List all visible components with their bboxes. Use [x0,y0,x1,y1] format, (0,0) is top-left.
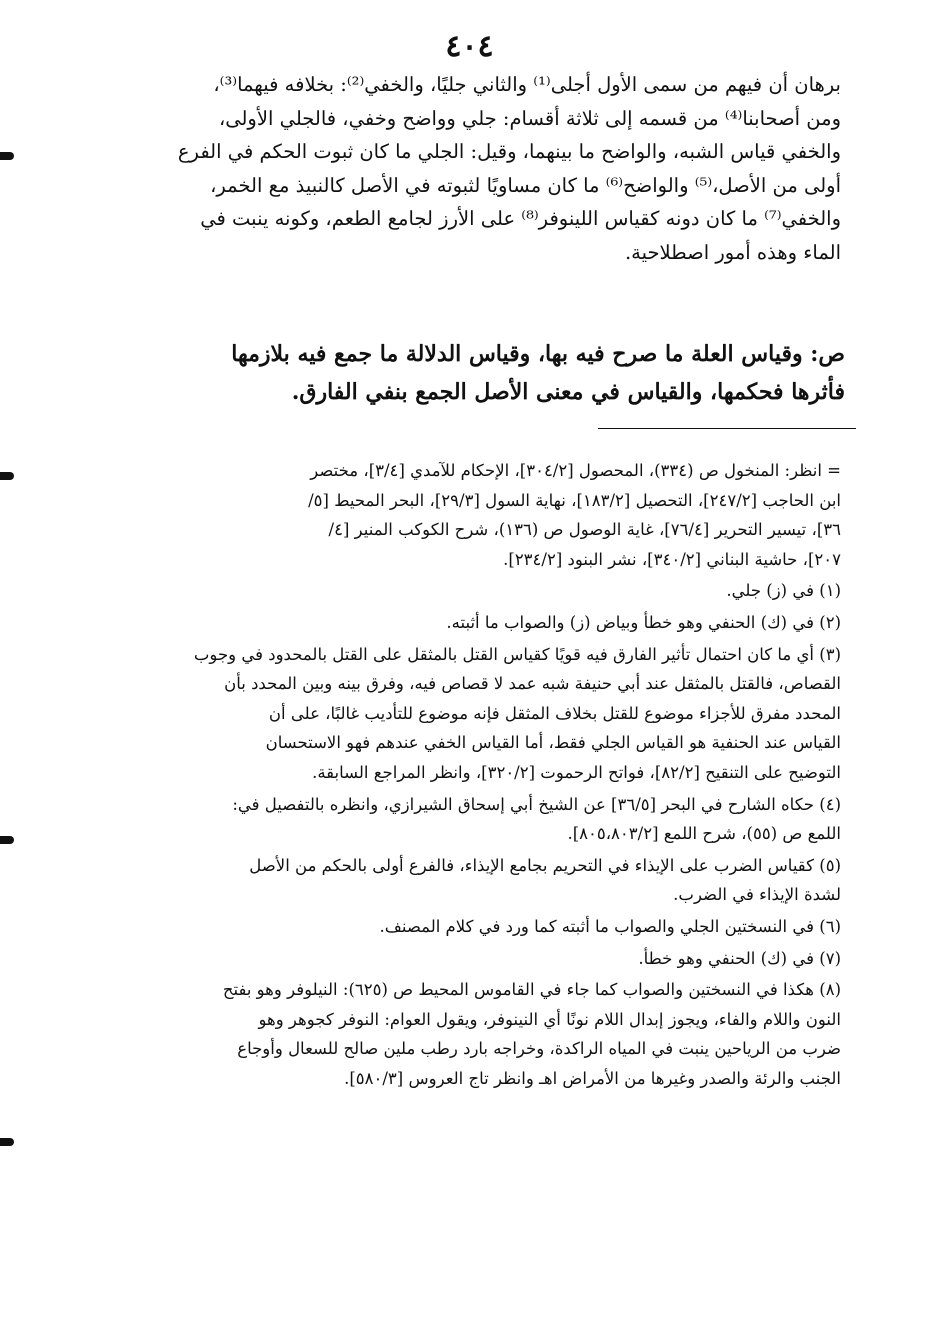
footnote-line: (١) في (ز) جلي. [726,581,841,601]
footnote-line: (٦) في النسختين الجلي والصواب ما أثبته كما ورد في كلام المصنف. [379,916,841,936]
page-number: ٤٠٤ [445,29,494,64]
margin-scan-mark [0,836,14,844]
footnote-2 [86,608,841,638]
footnote-line: الجنب والرئة والصدر وغيرها من الأمراض اهـ وانظر تاج العروس [٥٨٠/٣]. [344,1068,841,1088]
footnotes-section [86,456,841,1095]
footnote-line: (٤) حكاه الشارح في البحر [٣٦/٥] عن الشيخ أبي إسحاق الشيرازي، وانظره بالتفصيل في: [232,794,841,814]
matn-line: ص: وقياس العلة ما صرح فيه بها، وقياس الدلالة ما جمع فيه بلازمها [231,341,845,367]
footnote-line: = انظر: المنخول ص (٣٣٤)، المحصول [٣٠٤/٢]، الإحكام للآمدي [٣/٤]، مختصر [310,461,841,480]
margin-scan-mark [0,1138,14,1146]
footnote-line: ٢٠٧]، حاشية البناني [٣٤٠/٢]، نشر البنود [٢٣٤/٢]. [503,549,841,569]
footnote-7 [86,944,841,974]
main-text-line: ومن أصحابنا⁽⁴⁾ من قسمه إلى ثلاثة أقسام: جلي وواضح وخفي، فالجلي الأولى، [218,106,841,130]
footnote-8 [86,975,841,1093]
footnote-line: ٣٦]، تيسير التحرير [٧٦/٤]، غاية الوصول ص (١٣٦)، شرح الكوكب المنير [٤/ [328,520,841,540]
footnote-line: النون واللام والفاء، ويجوز إبدال اللام نونًا أي النينوفر، ويقول العوام: النوفر كجوهر وهو [258,1009,841,1029]
footnote-line: (٧) في (ك) الحنفي وهو خطأ. [638,948,841,968]
footnote-4 [86,790,841,849]
main-commentary-text [96,68,841,270]
footnote-divider [598,428,856,429]
main-text-line: برهان أن فيهم من سمى الأول أجلى⁽¹⁾ والثاني جليًا، والخفي⁽²⁾: بخلافه فيهما⁽³⁾، [213,73,841,96]
margin-scan-mark [0,152,14,160]
footnote-1 [86,576,841,606]
footnote-line: المحدد مفرق للأجزاء موضوع للقتل بخلاف المثقل فإنه موضوع للتأديب غالبًا، على أن [268,703,841,723]
footnote-line: (٨) هكذا في النسختين والصواب كما جاء في القاموس المحيط ص (٦٢٥): النيلوفر وهو بفتح [222,980,841,1000]
footnote-line: اللمع ص (٥٥)، شرح اللمع [٨٠٥،٨٠٣/٢]. [567,824,841,844]
footnote-line: القصاص، فالقتل بالمثقل عند أبي حنيفة شبه عمد لا قصاص فيه، وفرق بينه وبين المحدد بأن [224,674,841,694]
footnote-line: (٢) في (ك) الحنفي وهو خطأ وبياض (ز) والصواب ما أثبته. [446,612,841,632]
main-text-line: أولى من الأصل،⁽⁵⁾ والواضح⁽⁶⁾ ما كان مساويًا لثبوته في الأصل كالنبيذ مع الخمر، [210,173,841,197]
matn-line: فأثرها فحكمها، والقياس في معنى الأصل الجمع بنفي الفارق. [291,379,845,405]
footnote-5 [86,851,841,910]
footnote-3 [86,640,841,788]
margin-scan-mark [0,472,14,480]
footnote-line: التوضيح على التنقيح [٨٢/٢]، فواتح الرحموت [٣٢٠/٢]، وانظر المراجع السابقة. [312,762,841,782]
footnote-6 [86,912,841,942]
main-text-line: والخفي⁽⁷⁾ ما كان دونه كقياس اللينوفر⁽⁸⁾ على الأرز لجامع الطعم، وكونه ينبت في [200,207,841,231]
footnote-line: لشدة الإيذاء في الضرب. [673,885,841,905]
footnote-line: ابن الحاجب [٢٤٧/٢]، التحصيل [١٨٣/٢]، نهاية السول [٢٩/٣]، البحر المحيط [٥/ [308,490,841,510]
footnote-line: ضرب من الرياحين ينبت في المياه الراكدة، وخراجه بارد رطب ملين صالح للسعال وأوجاع [237,1039,841,1059]
footnote-line: (٣) أي ما كان احتمال تأثير الفارق فيه قويًا كقياس القتل بالمثقل على القتل بالمحدود في وجوب [193,644,841,664]
main-text-line: الماء وهذه أمور اصطلاحية. [624,240,841,264]
matn-bold-text [95,335,845,411]
footnote-continuation [86,456,841,574]
main-text-line: والخفي قياس الشبه، والواضح ما بينهما، وقيل: الجلي ما كان ثبوت الحكم في الفرع [177,140,841,164]
footnote-line: (٥) كقياس الضرب على الإيذاء في التحريم بجامع الإيذاء، فالفرع أولى بالحكم من الأصل [249,855,841,875]
footnote-line: القياس عند الحنفية هو القياس الجلي فقط، أما القياس الخفي عندهم فهو الاستحسان [265,733,841,753]
